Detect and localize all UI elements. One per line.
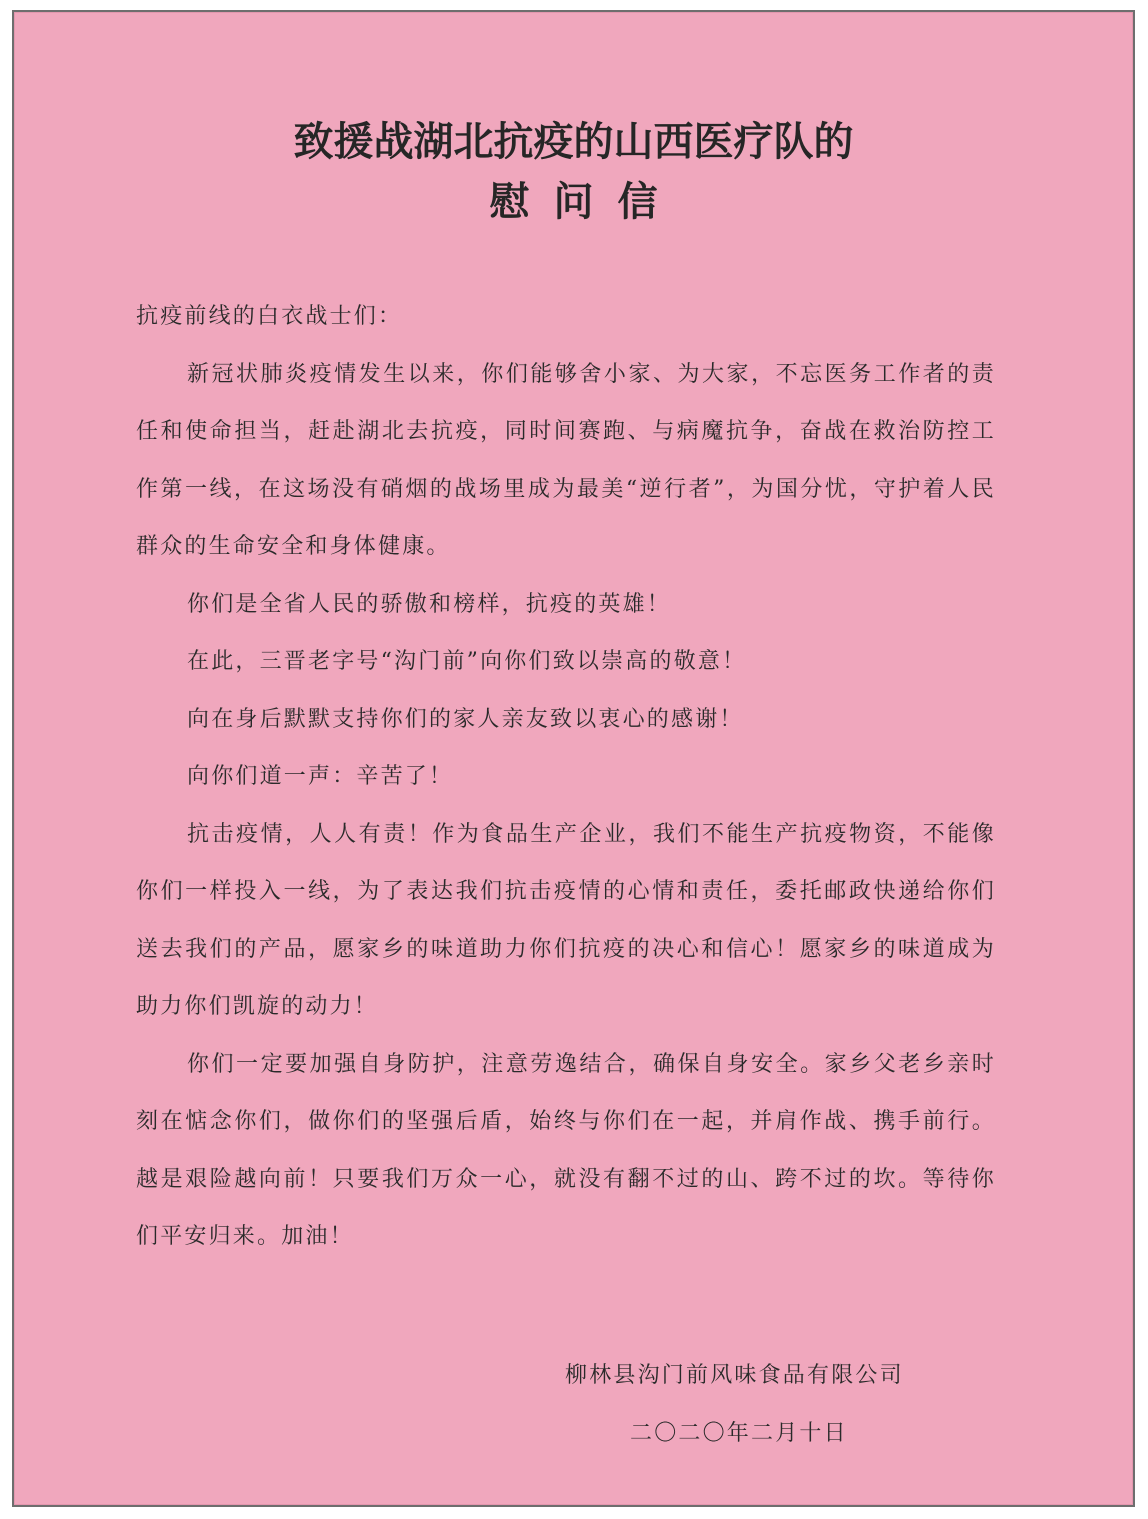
body-paragraph: 向在身后默默支持你们的家人亲友致以衷心的感谢！: [187, 706, 744, 732]
body-paragraph: 你们一定要加强自身防护，注意劳逸结合，确保自身安全。家乡父老乡亲时刻在惦念你们，做你们的坚强后盾，始终与你们在一起，并肩作战、携手前行。越是艰险越向前！只要我们万众一心，就没有翻不过的山、跨不过的坎。等待你们平安归来。加油！: [136, 1051, 996, 1249]
letter-body: [136, 288, 996, 1266]
body-paragraph: 抗击疫情，人人有责！作为食品生产企业，我们不能生产抗疫物资，不能像你们一样投入一线，为了表达我们抗击疫情的心情和责任，委托邮政快递给你们送去我们的产品，愿家乡的味道助力你们抗疫的决心和信心！愿家乡的味道成为助力你们凯旋的动力！: [136, 821, 996, 1019]
letter-title-subheading: 慰问信: [489, 179, 682, 225]
body-paragraph: 向你们道一声：辛苦了！: [187, 764, 454, 789]
body-paragraph: 你们是全省人民的骄傲和榜样，抗疫的英雄！: [187, 591, 672, 617]
body-paragraph: 在此，三晋老字号“沟门前”向你们致以崇高的敬意！: [187, 649, 747, 674]
letter-title: 致援战湖北抗疫的山西医疗队的: [293, 119, 854, 165]
signature-date: 二〇二〇年二月十日: [630, 1421, 848, 1446]
salutation: 抗疫前线的白衣战士们：: [136, 304, 403, 329]
body-paragraph: 新冠状肺炎疫情发生以来，你们能够舍小家、为大家，不忘医务工作者的责任和使命担当，赶赴湖北去抗疫，同时间赛跑、与病魔抗争，奋战在救治防控工作第一线，在这场没有硝烟的战场里成为最美“逆行者”，为国分忧，守护着人民群众的生命安全和身体健康。: [136, 361, 996, 559]
signature-company: 柳林县沟门前风味食品有限公司: [565, 1363, 904, 1388]
